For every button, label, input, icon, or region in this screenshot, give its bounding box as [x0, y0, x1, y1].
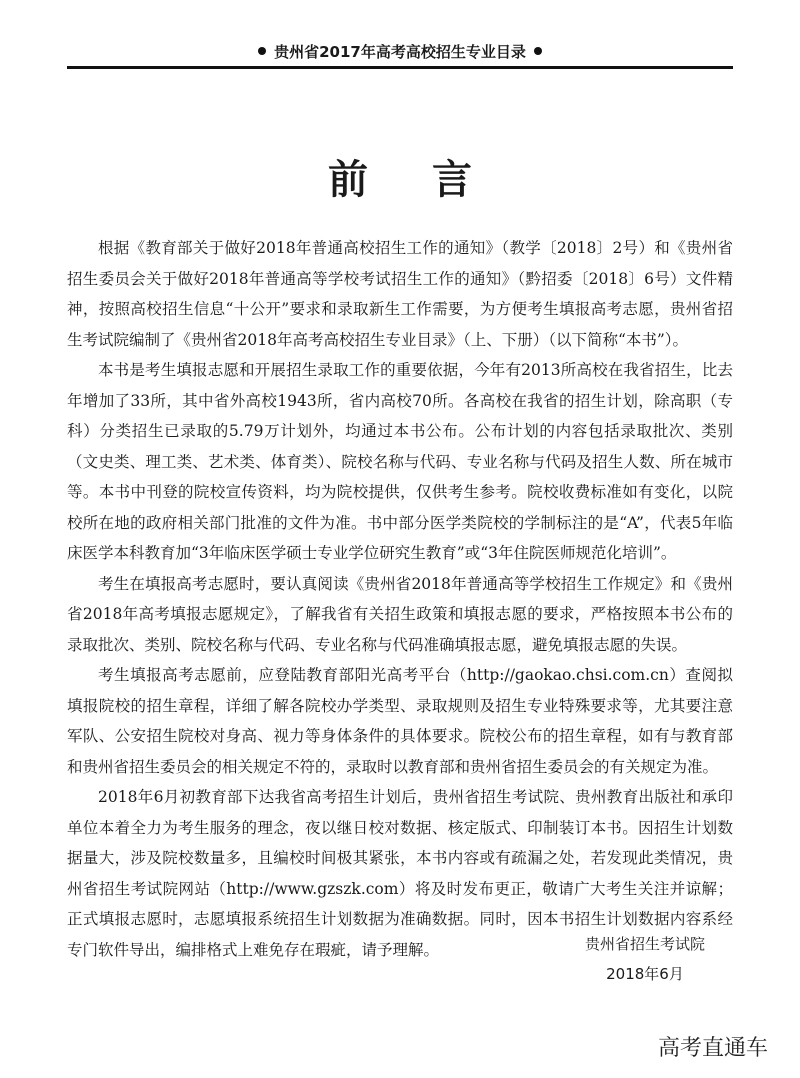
paragraph: 本书是考生填报志愿和开展招生录取工作的重要依据，今年有2013所高校在我省招生，比去年增加了33所，其中省外高校1943所，省内高校70所。各高校在我省的招生计划，除高职（专科）分类招生已录取的5.79万计划外，均通过本书公布。公布计划的内容包括录取批次、类别（文史类、理工类、艺术类、体育类）、院校名称与代码、专业名称与代码及招生人数、所在城市等。本书中刊登的院校宣传资料，均为院校提供，仅供考生参考。院校收费标准如有变化，以院校所在地的政府相关部门批准的文件为准。书中部分医学类院校的学制标注的是“A”，代表5年临床医学本科教育加“3年临床医学硕士专业学位研究生教育”或“3年住院医师规范化培训”。 [67, 361, 733, 562]
paragraph: 考生填报高考志愿前，应登陆教育部阳光高考平台（http://gaokao.chsi.com.cn）查阅拟填报院校的招生章程，详细了解各院校办学类型、录取规则及招生专业特殊要求等，尤其要注意军队、公安招生院校对身高、视力等身体条件的具体要求。院校公布的招生章程，如有与教育部和贵州省招生委员会的相关规定不符的，录取时以教育部和贵州省招生委员会的有关规定为准。 [67, 666, 733, 776]
running-header [67, 30, 733, 69]
signature-block [585, 929, 705, 989]
signature-org: 贵州省招生考试院 [584, 935, 705, 953]
watermark: 高考直通车 [654, 1031, 772, 1062]
page-title: 前言 [328, 156, 536, 203]
bullet-dot-icon [534, 47, 542, 55]
header-title: 贵州省2017年高考高校招生专业目录 [274, 42, 526, 61]
paragraph: 2018年6月初教育部下达我省高考招生计划后，贵州省招生考试院、贵州教育出版社和承印单位本着全力为考生服务的理念，夜以继日校对数据、核定版式、印制装订本书。因招生计划数据量大，涉及院校数量多，且编校时间极其紧张，本书内容或有疏漏之处，若发现此类情况，贵州省招生考试院网站（http://www.gzszk.com）将及时发布更正，敬请广大考生关注并谅解；正式填报志愿时，志愿填报系统招生计划数据为准确数据。同时，因本书招生计划数据内容系经专门软件导出，编排格式上难免存在瑕疵，请予理解。 [67, 788, 733, 959]
bullet-dot-icon [258, 47, 266, 55]
preface-body [67, 233, 733, 965]
paragraph: 根据《教育部关于做好2018年普通高校招生工作的通知》（教学〔2018〕2号）和《贵州省招生委员会关于做好2018年普通高等学校考试招生工作的通知》（黔招委〔2018〕6号）文件精神，按照高校招生信息“十公开”要求和录取新生工作需要，为方便考生填报高考志愿，贵州省招生考试院编制了《贵州省2018年高考高校招生专业目录》（上、下册）（以下简称“本书”）。 [67, 239, 733, 349]
signature-date: 2018年6月 [606, 965, 684, 983]
paragraph: 考生在填报高考志愿时，要认真阅读《贵州省2018年普通高等学校招生工作规定》和《贵州省2018年高考填报志愿规定》，了解我省有关招生政策和填报志愿的要求，严格按照本书公布的录取批次、类别、院校名称与代码、专业名称与代码准确填报志愿，避免填报志愿的失误。 [67, 574, 733, 654]
